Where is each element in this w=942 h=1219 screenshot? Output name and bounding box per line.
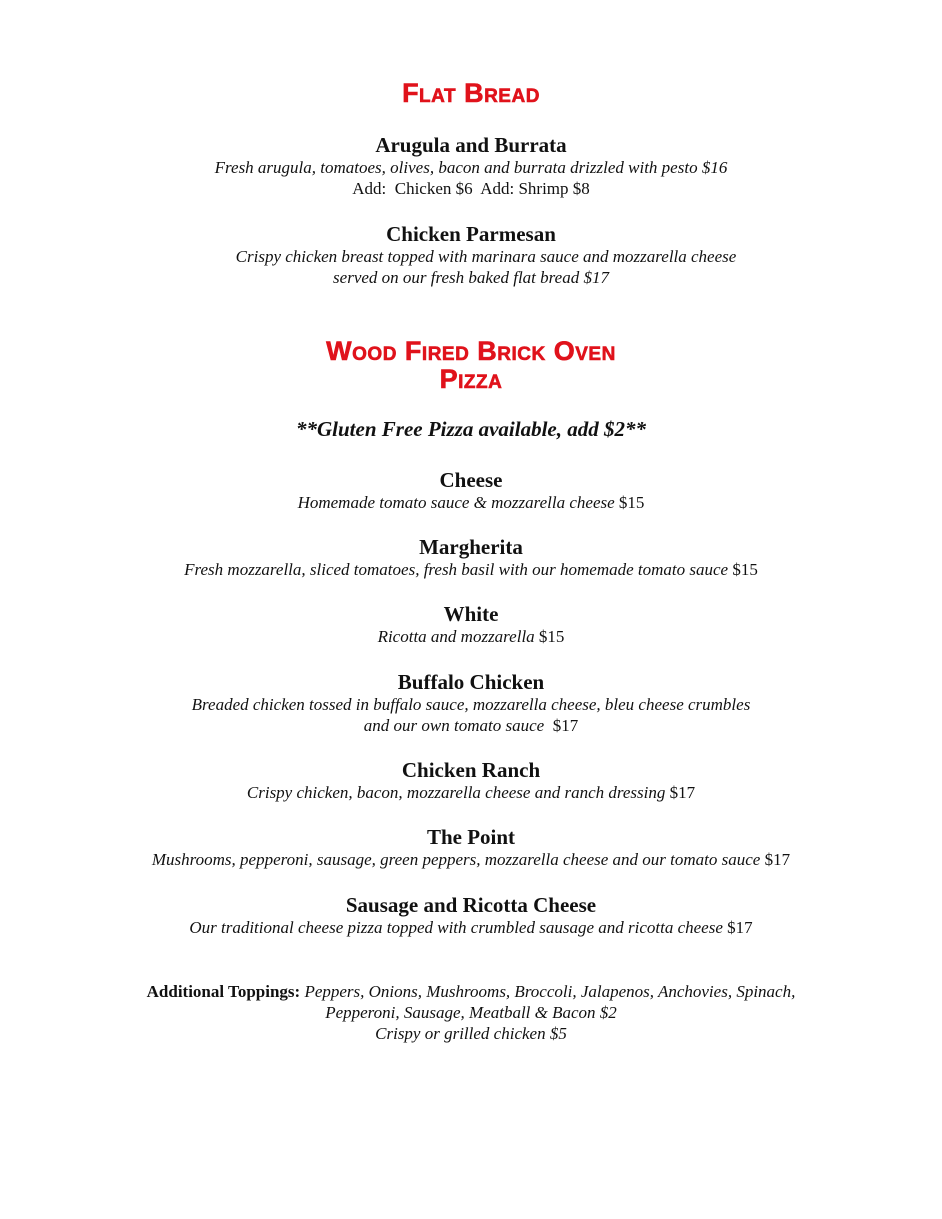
menu-item-arugula-burrata bbox=[0, 134, 942, 199]
item-price: $17 bbox=[669, 783, 696, 802]
item-description: Crispy chicken, bacon, mozzarella cheese and ranch dressing bbox=[246, 783, 666, 802]
item-description: Our traditional cheese pizza topped with crumbled sausage and ricotta cheese bbox=[189, 918, 723, 937]
item-name: Sausage and Ricotta Cheese bbox=[345, 893, 597, 917]
item-name: White bbox=[443, 602, 499, 626]
toppings-line1: Peppers, Onions, Mushrooms, Broccoli, Jalapenos, Anchovies, Spinach, bbox=[304, 982, 796, 1001]
item-description: Homemade tomato sauce & mozzarella cheese bbox=[297, 493, 615, 512]
item-price: $15 bbox=[538, 627, 565, 646]
item-price: $15 bbox=[732, 560, 758, 579]
menu-item-chicken-parmesan bbox=[0, 223, 942, 288]
item-name: The Point bbox=[426, 825, 516, 849]
toppings-label: Additional Toppings: bbox=[146, 982, 301, 1001]
item-description: Fresh arugula, tomatoes, olives, bacon and burrata drizzled with pesto $16 bbox=[214, 158, 728, 177]
item-description-line1: Crispy chicken breast topped with marinara sauce and mozzarella cheese bbox=[235, 247, 737, 266]
item-price: $17 bbox=[764, 850, 791, 869]
item-name: Arugula and Burrata bbox=[375, 133, 567, 157]
additional-toppings bbox=[0, 981, 942, 1044]
item-name: Buffalo Chicken bbox=[397, 670, 545, 694]
item-price: $15 bbox=[618, 493, 645, 512]
item-name: Chicken Ranch bbox=[401, 758, 541, 782]
menu-item-buffalo-chicken bbox=[0, 671, 942, 736]
item-description-line2: served on our fresh baked flat bread $17 bbox=[333, 268, 609, 287]
item-description: Fresh mozzarella, sliced tomatoes, fresh basil with our homemade tomato sauce bbox=[184, 560, 729, 579]
menu-item-sausage-ricotta bbox=[0, 894, 942, 938]
item-price: $17 bbox=[727, 918, 753, 937]
item-description: Ricotta and mozzarella bbox=[377, 627, 535, 646]
item-addons: Add: Chicken $6 Add: Shrimp $8 bbox=[352, 179, 590, 198]
menu-item-cheese bbox=[0, 469, 942, 513]
menu-item-the-point bbox=[0, 826, 942, 870]
menu-item-chicken-ranch bbox=[0, 759, 942, 803]
toppings-line3: Crispy or grilled chicken $5 bbox=[375, 1024, 567, 1043]
item-name: Chicken Parmesan bbox=[386, 222, 556, 246]
section-title-pizza-line1: Wood Fired Brick Oven bbox=[326, 336, 616, 366]
item-description: Mushrooms, pepperoni, sausage, green peppers, mozzarella cheese and our tomato sauce bbox=[151, 850, 761, 869]
section-title-pizza-line2: Pizza bbox=[439, 364, 503, 394]
item-name: Margherita bbox=[419, 535, 523, 559]
item-description-line1: Breaded chicken tossed in buffalo sauce, mozzarella cheese, bleu cheese crumbles bbox=[191, 695, 751, 714]
menu-item-white bbox=[0, 603, 942, 647]
item-description-line2: and our own tomato sauce bbox=[363, 716, 549, 735]
gluten-free-note: **Gluten Free Pizza available, add $2** bbox=[296, 417, 646, 441]
item-name: Cheese bbox=[439, 468, 503, 492]
section-title-flat-bread: Flat Bread bbox=[402, 78, 540, 108]
toppings-line2: Pepperoni, Sausage, Meatball & Bacon $2 bbox=[325, 1003, 617, 1022]
menu-item-margherita bbox=[0, 536, 942, 580]
item-price: $17 bbox=[552, 716, 579, 735]
